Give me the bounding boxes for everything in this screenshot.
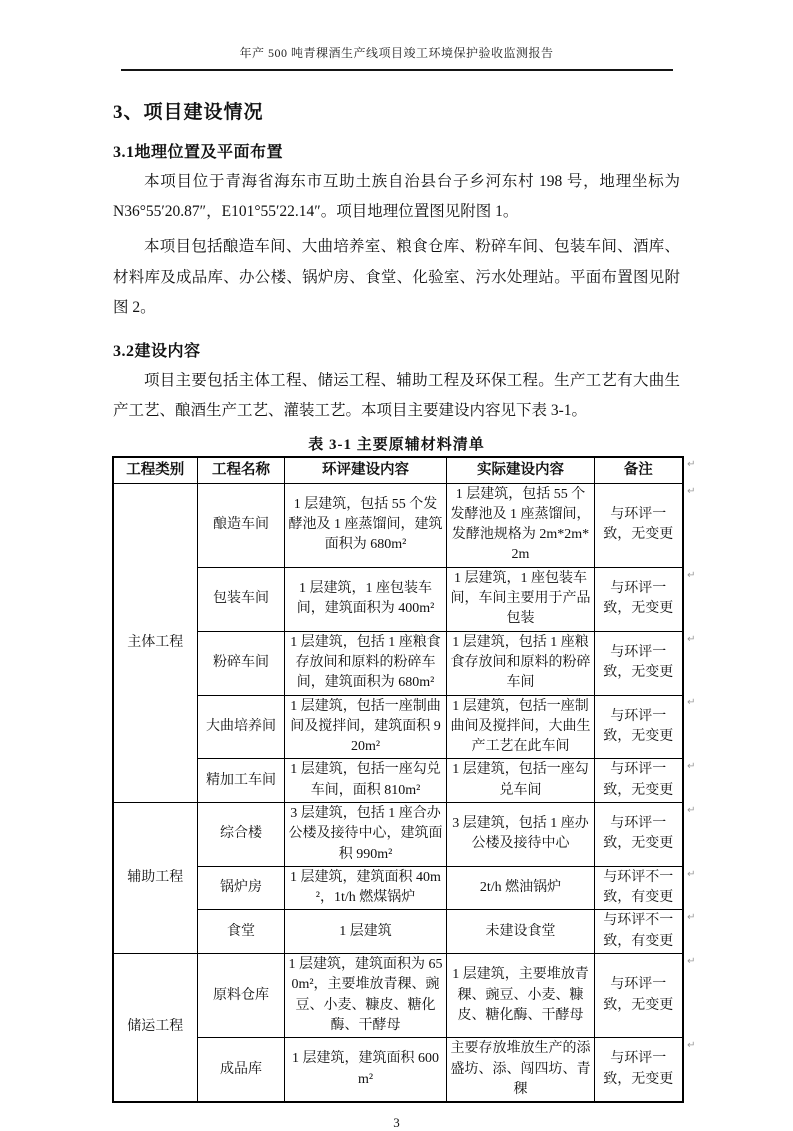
table-row [113, 567, 683, 631]
epa-content-cell: 1 层建筑，包括 1 座粮食存放间和原料的粉碎车间，建筑面积为 680m² [285, 631, 447, 695]
paragraph-mark-icon: ↵ [687, 485, 696, 497]
category-cell: 储运工程 [113, 954, 198, 1103]
actual-content-cell: 2t/h 燃油锅炉 [447, 866, 595, 910]
paragraph-mark-icon: ↵ [687, 868, 696, 880]
remark-cell: 与环评一致，无变更 [595, 803, 683, 867]
epa-content-cell: 1 层建筑，1 座包装车间，建筑面积为 400m² [285, 567, 447, 631]
name-cell: 成品库 [198, 1038, 285, 1102]
paragraph-location: 本项目位于青海省海东市互助土族自治县台子乡河东村 198 号，地理坐标为N36°55′20.87″，E101°55′22.14″。项目地理位置图见附图 1。 [113, 173, 680, 221]
epa-content-cell: 3 层建筑，包括 1 座合办公楼及接待中心，建筑面积 990m² [285, 803, 447, 867]
actual-content-cell: 未建设食堂 [447, 910, 595, 954]
column-header-0: 工程类别 [113, 457, 198, 484]
section-title: 3、项目建设情况 [113, 102, 264, 123]
epa-content-cell: 1 层建筑，建筑面积 40m²，1t/h 燃煤锅炉 [285, 866, 447, 910]
remark-cell: 与环评不一致，有变更 [595, 910, 683, 954]
name-cell: 食堂 [198, 910, 285, 954]
epa-content-cell: 1 层建筑 [285, 910, 447, 954]
table-header-row [113, 457, 683, 484]
actual-content-cell: 3 层建筑，包括 1 座办公楼及接待中心 [447, 803, 595, 867]
name-cell: 包装车间 [198, 567, 285, 631]
category-cell: 辅助工程 [113, 803, 198, 954]
table-row [113, 1038, 683, 1102]
actual-content-cell: 1 层建筑，包括一座制曲间及搅拌间，大曲生产工艺在此车间 [447, 695, 595, 759]
table-body [113, 483, 683, 1102]
paragraph-buildings: 本项目包括酿造车间、大曲培养室、粮食仓库、粉碎车间、包装车间、酒库、材料库及成品库、办公楼、锅炉房、食堂、化验室、污水处理站。平面布置图见附图 2。 [113, 238, 680, 316]
category-cell: 主体工程 [113, 483, 198, 802]
actual-content-cell: 主要存放堆放生产的添盛坊、添、闯四坊、青稞 [447, 1038, 595, 1102]
remark-cell: 与环评一致，无变更 [595, 631, 683, 695]
remark-cell: 与环评一致，无变更 [595, 695, 683, 759]
subsection-3-1-title: 3.1地理位置及平面布置 [113, 144, 284, 161]
table-row [113, 803, 683, 867]
remark-cell: 与环评不一致，有变更 [595, 866, 683, 910]
table-row [113, 759, 683, 803]
remark-cell: 与环评一致，无变更 [595, 954, 683, 1038]
paragraph-mark-icon: ↵ [687, 955, 696, 967]
name-cell: 锅炉房 [198, 866, 285, 910]
name-cell: 精加工车间 [198, 759, 285, 803]
paragraph-mark-icon: ↵ [687, 633, 696, 645]
table-row [113, 866, 683, 910]
paragraph-mark-icon: ↵ [687, 458, 696, 470]
column-header-1: 工程名称 [198, 457, 285, 484]
epa-content-cell: 1 层建筑，建筑面积 600m² [285, 1038, 447, 1102]
table-row [113, 910, 683, 954]
paragraph-mark-icon: ↵ [687, 760, 696, 772]
remark-cell: 与环评一致，无变更 [595, 483, 683, 567]
page-number: 3 [393, 1115, 400, 1131]
running-header: 年产 500 吨青稞酒生产线项目竣工环境保护验收监测报告 [239, 46, 554, 60]
actual-content-cell: 1 层建筑，包括一座勾兑车间 [447, 759, 595, 803]
paragraph-mark-icon: ↵ [687, 569, 696, 581]
name-cell: 综合楼 [198, 803, 285, 867]
remark-cell: 与环评一致，无变更 [595, 567, 683, 631]
epa-content-cell: 1 层建筑，包括 55 个发酵池及 1 座蒸馏间，建筑面积为 680m² [285, 483, 447, 567]
paragraph-mark-icon: ↵ [687, 1039, 696, 1051]
header-rule [121, 69, 673, 71]
table-wrap [112, 456, 696, 1104]
column-header-4: 备注 [595, 457, 683, 484]
table-row [113, 695, 683, 759]
table-row [113, 631, 683, 695]
table-row [113, 483, 683, 567]
name-cell: 原料仓库 [198, 954, 285, 1038]
actual-content-cell: 1 层建筑，包括 1 座粮食存放间和原料的粉碎车间 [447, 631, 595, 695]
table-caption: 表 3-1 主要原辅材料清单 [308, 436, 485, 453]
actual-content-cell: 1 层建筑，1 座包装车间，车间主要用于产品包装 [447, 567, 595, 631]
table-row [113, 954, 683, 1038]
actual-content-cell: 1 层建筑，包括 55 个发酵池及 1 座蒸馏间，发酵池规格为 2m*2m*2m [447, 483, 595, 567]
remark-cell: 与环评一致，无变更 [595, 759, 683, 803]
epa-content-cell: 1 层建筑，包括一座勾兑车间，面积 810m² [285, 759, 447, 803]
paragraph-mark-icon: ↵ [687, 911, 696, 923]
name-cell: 粉碎车间 [198, 631, 285, 695]
epa-content-cell: 1 层建筑，建筑面积为 650m²，主要堆放青稞、豌豆、小麦、糠皮、糖化酶、干酵母 [285, 954, 447, 1038]
paragraph-mark-icon: ↵ [687, 804, 696, 816]
actual-content-cell: 1 层建筑，主要堆放青稞、豌豆、小麦、糠皮、糖化酶、干酵母 [447, 954, 595, 1038]
epa-content-cell: 1 层建筑，包括一座制曲间及搅拌间，建筑面积 920m² [285, 695, 447, 759]
paragraph-construction-content: 项目主要包括主体工程、储运工程、辅助工程及环保工程。生产工艺有大曲生产工艺、酿酒生产工艺、灌装工艺。本项目主要建设内容见下表 3-1。 [113, 372, 680, 420]
column-header-3: 实际建设内容 [447, 457, 595, 484]
paragraph-mark-icon: ↵ [687, 696, 696, 708]
subsection-3-2-title: 3.2建设内容 [113, 343, 201, 361]
name-cell: 大曲培养间 [198, 695, 285, 759]
remark-cell: 与环评一致，无变更 [595, 1038, 683, 1102]
main-table [112, 456, 684, 1104]
column-header-2: 环评建设内容 [285, 457, 447, 484]
name-cell: 酿造车间 [198, 483, 285, 567]
